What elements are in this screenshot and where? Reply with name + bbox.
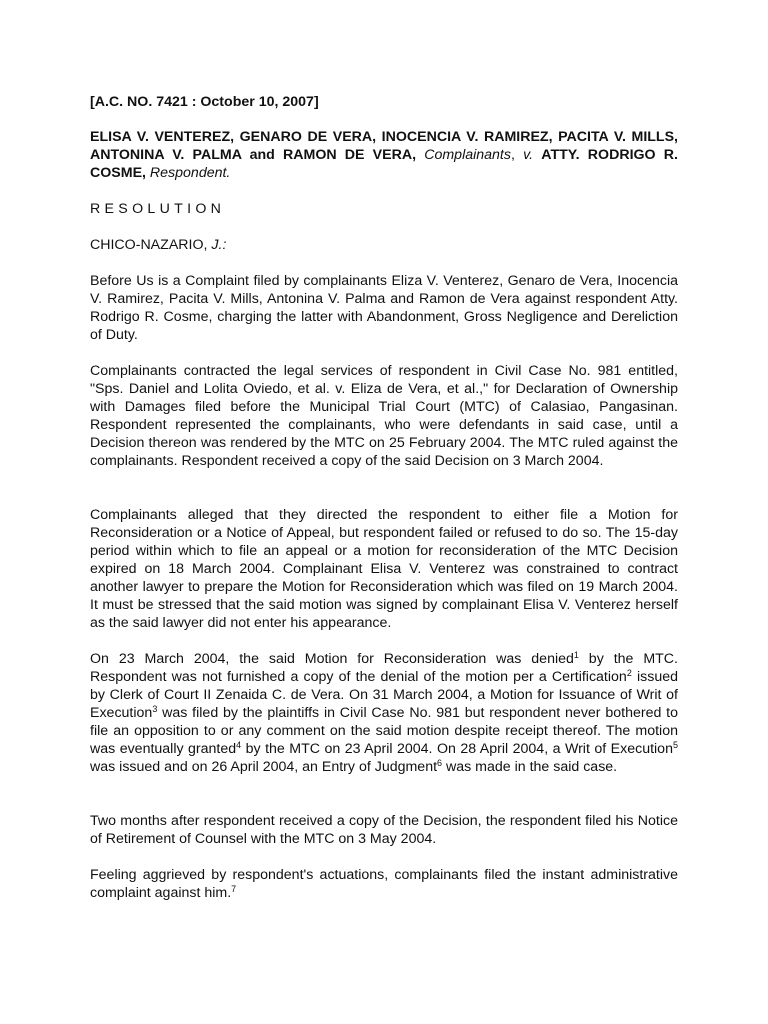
ponente: [90, 236, 226, 254]
footnote-ref-6[interactable]: 6: [437, 758, 443, 768]
paragraph-3: Complainants alleged that they directed the respondent to either file a Motion for Reconsideration or a Notice of Appeal, but respondent failed or refused to do so. The 15-day period within which to file an appeal or a motion for reconsideration of the MTC Decision expired on 18 March 2004. Complainant Elisa V. Venterez was constrained to contract another lawyer to prepare the Motion for Reconsideration which was filed on 19 March 2004. It must be stressed that the said motion was signed by complainant Elisa V. Venterez herself as the said lawyer did not enter his appearance.: [90, 507, 678, 631]
footnote-ref-2[interactable]: 2: [626, 668, 632, 678]
ponente-name: CHICO-NAZARIO,: [90, 237, 208, 253]
resolution-heading: RESOLUTION: [90, 201, 226, 217]
paragraph-2: Complainants contracted the legal services of respondent in Civil Case No. 981 entitled, "Sps. Daniel and Lolita Oviedo, et al. v. Eliza de Vera, et al.," for Declaration of Ownership with Damages filed before the Municipal Trial Court (MTC) of Calasiao, Pangasinan. Respondent represented the complainants, who were defendants in said case, until a Decision thereon was rendered by the MTC on 25 February 2004. The MTC ruled against the complainants. Respondent received a copy of the said Decision on 3 March 2004.: [90, 363, 678, 469]
footnote-ref-4[interactable]: 4: [236, 740, 242, 750]
paragraph-6-text: Feeling aggrieved by respondent's actuations, complainants filed the instant administrative complaint against him.: [90, 867, 678, 901]
footnote-ref-7[interactable]: 7: [231, 884, 237, 894]
paragraph-4-text: issued by Clerk of Court II Zenaida C. de Vera. On 31 March 2004, a Motion for Issuance of Writ of Execution: [90, 669, 678, 721]
paragraph-4-text: by the MTC on 23 April 2004. On 28 April 2004, a Writ of Execution: [241, 741, 673, 757]
complainants-label: Complainants: [424, 147, 511, 163]
respondent-name: ATTY. RODRIGO R. COSME,: [90, 147, 678, 181]
paragraph-4-text: was made in the said case.: [442, 759, 618, 775]
paragraph-5: Two months after respondent received a copy of the Decision, the respondent filed his Notice of Retirement of Counsel with the MTC on 3 May 2004.: [90, 813, 678, 847]
paragraph-4-text: was filed by the plaintiffs in Civil Case No. 981 but respondent never bothered to file an opposition to or any comment on the said motion despite receipt thereof. The motion was eventually granted: [90, 705, 678, 757]
paragraph-4-text: by the MTC. Respondent was not furnished a copy of the denial of the motion per a Certification: [90, 651, 678, 685]
paragraph-4-text: On 23 March 2004, the said Motion for Reconsideration was denied: [90, 651, 574, 667]
paragraph-1: Before Us is a Complaint filed by complainants Eliza V. Venterez, Genaro de Vera, Inocencia V. Ramirez, Pacita V. Mills, Antonina V. Palma and Ramon de Vera against respondent Atty. Rodrigo R. Cosme, charging the latter with Abandonment, Gross Negligence and Dereliction of Duty.: [90, 273, 678, 343]
footnote-ref-1[interactable]: 1: [573, 650, 579, 660]
paragraph-4: [90, 650, 678, 776]
footnote-ref-5[interactable]: 5: [672, 740, 678, 750]
versus-label: v.: [523, 147, 534, 163]
ponente-title: J.:: [211, 237, 227, 253]
case-parties: ELISA V. VENTEREZ, GENARO DE VERA, INOCENCIA V. RAMIREZ, PACITA V. MILLS, ANTONINA V. PALMA and RAMON DE VERA, Complainants, v. ATTY. RODRIGO R. COSME, Respondent.: [90, 129, 678, 181]
complainants-names: ELISA V. VENTEREZ, GENARO DE VERA, INOCENCIA V. RAMIREZ, PACITA V. MILLS, ANTONINA V. PALMA and RAMON DE VERA,: [90, 129, 678, 163]
case-number: [A.C. NO. 7421 : October 10, 2007]: [90, 94, 319, 110]
paragraph-6: [90, 866, 678, 902]
footnote-ref-3[interactable]: 3: [152, 704, 158, 714]
respondent-label: Respondent.: [149, 165, 231, 181]
paragraph-4-text: was issued and on 26 April 2004, an Entry of Judgment: [90, 759, 438, 775]
